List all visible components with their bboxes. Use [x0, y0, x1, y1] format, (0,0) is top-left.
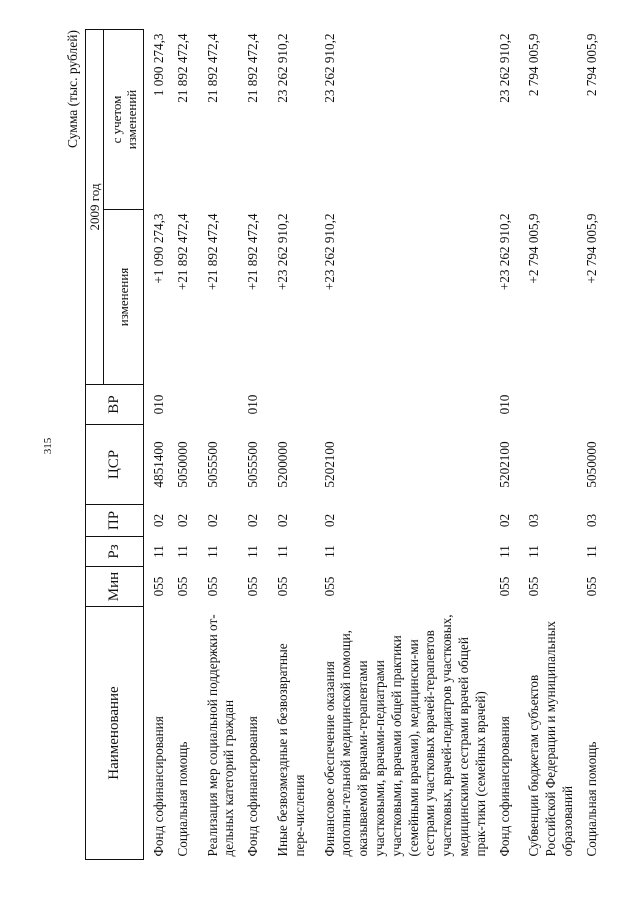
table-cell-changes: +21 892 472,4 [245, 213, 261, 291]
table-cell-pr: 02 [496, 513, 512, 528]
table-cell-changes: +1 090 274,3 [151, 213, 166, 284]
table-cell-pr: 03 [583, 513, 599, 528]
table-cell-min: 055 [496, 576, 512, 597]
table-cell-vr: 010 [151, 394, 166, 415]
table-cell-changes: +21 892 472,4 [204, 213, 220, 291]
table-row [309, 30, 490, 860]
table-cell-csr [513, 425, 576, 505]
table-cell-min: 055 [245, 576, 261, 597]
unit-caption: Сумма (тыс. рублей) [65, 30, 80, 148]
table-cell-total: 23 262 910,2 [274, 33, 290, 103]
table-cell-vr [192, 385, 239, 425]
header-with-changes: с учетом изменений [104, 30, 144, 210]
header-csr: ЦСР [86, 425, 144, 505]
table-cell-vr [262, 385, 309, 425]
table-cell-changes: +23 262 910,2 [496, 213, 512, 291]
table-cell-rz: 11 [151, 545, 166, 558]
table-cell-rz: 11 [496, 545, 512, 558]
header-min: Мин [86, 567, 144, 607]
table-cell-min: 055 [174, 576, 190, 597]
table-cell-total: 2 794 005,9 [583, 33, 599, 97]
table-cell-vr [577, 385, 601, 425]
header-changes: изменения [104, 210, 144, 385]
table-cell-min: 055 [321, 576, 337, 597]
table-cell-name: Иные безвозмездные и безвозвратные пере-числения [274, 643, 307, 857]
table-cell-changes: +2 794 005,9 [526, 213, 542, 284]
table-cell-changes: +23 262 910,2 [274, 213, 290, 291]
table-cell-pr: 02 [274, 513, 290, 528]
table-cell-name: Фонд софинансирования [245, 716, 261, 857]
table-row [192, 30, 239, 860]
table-cell-total: 23 262 910,2 [321, 33, 337, 103]
table-cell-name: Реализация мер социальной поддержки от-дельных категорий граждан [204, 614, 237, 857]
header-rz: Рз [86, 537, 144, 567]
table-cell-pr: 02 [174, 513, 190, 528]
table-row [168, 30, 192, 860]
table-cell-name: Фонд софинансирования [151, 716, 166, 857]
table-cell-rz: 11 [274, 545, 290, 558]
table-cell-name: Социальная помощь [174, 741, 190, 857]
table-cell-name: Фонд софинансирования [496, 716, 512, 857]
rotated-document [65, 30, 599, 860]
table-cell-rz: 11 [526, 545, 542, 558]
table-cell-pr: 02 [204, 513, 220, 528]
table-cell-csr: 5050000 [174, 441, 190, 488]
table-cell-csr: 5200000 [274, 441, 290, 488]
budget-table [85, 29, 601, 860]
table-cell-rz: 11 [245, 545, 261, 558]
header-name: Наименование [86, 607, 144, 860]
table-cell-vr: 010 [245, 394, 261, 415]
table-cell-changes: +2 794 005,9 [583, 213, 599, 284]
table-cell-pr: 02 [245, 513, 261, 528]
table-cell-total: 21 892 472,4 [174, 33, 190, 103]
table-cell-name: Финансовое обеспечение оказания дополни-тельной медицинской помощи, оказываемой врачами-терапевтами участковыми, врачами-педиатрами участковыми, врачами общей практики (семейными врачами), медицински-ми сестрами участковых врачей-терапевтов участковых, врачей-педиатров участковых, медицинскими сестрами врачей общей прак-тики (семейных врачей) [321, 614, 488, 857]
table-cell-pr: 02 [321, 513, 337, 528]
table-cell-rz: 11 [321, 545, 337, 558]
table-cell-rz: 11 [204, 545, 220, 558]
table-row [262, 30, 309, 860]
table-cell-total: 2 794 005,9 [526, 33, 542, 97]
table-row [238, 30, 262, 860]
table-cell-total: 21 892 472,4 [204, 33, 220, 103]
table-cell-csr: 5050000 [583, 441, 599, 488]
table-cell-rz: 11 [583, 545, 599, 558]
header-pr: ПР [86, 505, 144, 537]
table-row [513, 30, 576, 860]
table-cell-vr [168, 385, 192, 425]
table-row [490, 30, 514, 860]
table-cell-min: 055 [204, 576, 220, 597]
header-year: 2009 год [86, 30, 104, 385]
table-cell-csr: 5055500 [245, 441, 261, 488]
table-cell-vr [513, 385, 576, 425]
table-row [144, 30, 168, 860]
table-cell-total: 23 262 910,2 [496, 33, 512, 103]
table-cell-min: 055 [274, 576, 290, 597]
table-cell-csr: 5202100 [321, 441, 337, 488]
table-cell-pr: 03 [526, 513, 542, 528]
table-cell-min: 055 [526, 576, 542, 597]
table-cell-csr: 4851400 [151, 441, 166, 488]
table-cell-min: 055 [583, 576, 599, 597]
header-vr: ВР [86, 385, 144, 425]
page-number: 315 [42, 437, 54, 455]
table-cell-total: 21 892 472,4 [245, 33, 261, 103]
table-cell-changes: +21 892 472,4 [174, 213, 190, 291]
table-row [577, 30, 601, 860]
table-cell-csr: 5055500 [204, 441, 220, 488]
table-cell-vr [309, 385, 490, 425]
table-cell-vr: 010 [496, 394, 512, 415]
table-cell-pr: 02 [151, 513, 166, 528]
table-cell-rz: 11 [174, 545, 190, 558]
table-cell-total: 1 090 274,3 [151, 33, 166, 97]
table-cell-name: Субвенции бюджетам субъектов Российской Федерации и муниципальных образований [526, 620, 575, 857]
table-cell-name: Социальная помощь [583, 741, 599, 857]
table-cell-changes: +23 262 910,2 [321, 213, 337, 291]
table-cell-min: 055 [151, 576, 166, 597]
table-cell-csr: 5202100 [496, 441, 512, 488]
